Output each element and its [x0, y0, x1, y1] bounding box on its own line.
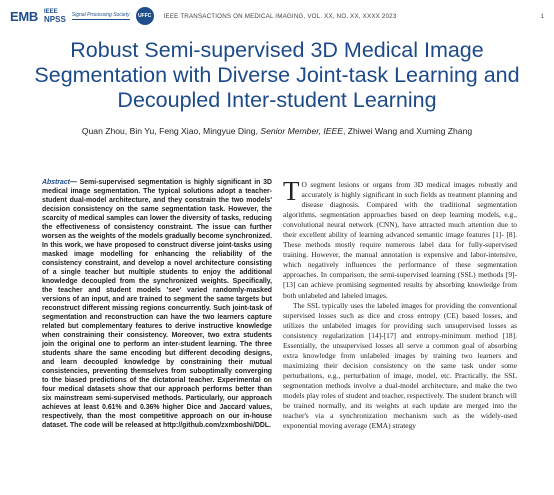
- introduction: [283, 176, 517, 431]
- intro-paragraph-1: [283, 176, 517, 301]
- sps-logo: Signal Processing Society: [71, 12, 130, 18]
- paper-title: Robust Semi-supervised 3D Medical Image Segmentation with Diverse Joint-task Learning and Decoupled Inter-student Learning: [34, 38, 520, 112]
- npss-logo-text: NPSS: [44, 14, 66, 24]
- abstract-label: Abstract: [42, 179, 70, 186]
- authors-role: Senior Member, IEEE: [260, 126, 343, 136]
- abstract: [42, 178, 272, 430]
- journal-name: IEEE TRANSACTIONS ON MEDICAL IMAGING, VOL. XX, NO. XX, XXXX 2023: [163, 12, 397, 20]
- authors-rest: , Zhiwei Wang and Xuming Zhang: [343, 126, 473, 136]
- emb-logo: EMB: [10, 8, 38, 24]
- ieee-logo-text: IEEE: [44, 8, 58, 15]
- page-header: [10, 6, 544, 26]
- intro-text-1: O segment lesions or organs from 3D medical images robustly and accurately is highly significant in such fields as treatment planning and disease diagnosis. Compared with the traditional segmentation algorithms, segmentation approaches based on deep learning models, e.g., convolutional neural network (CNN), have attracted much attention due to their excellent ability of learning advanced semantic image features [1]- [8]. These methods mostly require numerous label data for fully-supervised training. However, the manual annotation is expensive and labor-intensive, which negatively influences the performance of these segmentation approaches. In comparison, the semi-supervised learning (SSL) methods [9]-[13] can achieve promising segmented results by absorbing knowledge from both unlabeled and labeled images.: [283, 180, 517, 300]
- uffc-logo: UFFC: [136, 7, 154, 25]
- abstract-text: — Semi-supervised segmentation is highly significant in 3D medical image segmentation. The typical solutions adopt a teacher-student dual-model architecture, and they constrain the two models' decision consistency on the same segmentation task. However, the scarcity of medical samples can lower the diversity of tasks, reducing the effectiveness of consistency constraint. The issue can further worsen as the weights of the models gradually become synchronized. In this work, we have proposed to construct diverse joint-tasks using masked image modelling for enhancing the reliability of the consistency constraint, and develop a novel architecture consisting of a single teacher but multiple students to enjoy the additional knowledge decoupled from the synchronized weights. Specifically, the teacher and student models 'see' varied randomly-masked versions of an input, and are trained to segment the same targets but reconstruct different missing regions concurrently. Such joint-task of segmentation and reconstruction can have the two learners capture related but complementary features to derive instructive knowledge when constraining their consistency. Moreover, two extra students join the original one to perform an inter-student learning. The three students share the same encoding but different decoding designs, and learn decoupled knowledge by constraining their mutual consistencies, preventing themselves from suboptimally converging to the biased predictions of the dictatorial teacher. Experimental on four medical datasets show that our approach performs better than six mainstream semi-supervised methods. Particularly, our approach achieves at least 0.61% and 0.36% higher Dice and Jaccard values, respectively, than the most competitive approach on our in-house dataset. The code will be released at http://github.com/zxmboshi/DDL.: [42, 179, 272, 429]
- author-list: [20, 126, 534, 136]
- page-number: 1: [540, 12, 544, 20]
- authors-main: Quan Zhou, Bin Yu, Feng Xiao, Mingyue Ding,: [81, 126, 261, 136]
- intro-paragraph-2: The SSL typically uses the labeled images for providing the conventional supervised losses such as dice and cross entropy (CE) based losses, and utilizes the unlabeled images for providing such unsupervised losses as consistency regularization [14]-[17] and entropy-minimum method [18]. Essentially, the unsupervised losses all serve a common goal of absorbing extra knowledge from unlabeled images by training two learners and maximizing their decision consistency on the same task under some perturbations, e.g., perturbation of image, model, etc. Practically, the SSL segmentation methods involve a dual-model architecture, and make the two models play roles of student and teacher, respectively. The student branch will be trained normally, and its weights at each update are merged into the teacher's via a synchronization mechanism such as the widely-used exponential moving average (EMA) strategy: [283, 300, 517, 431]
- drop-cap: T: [283, 176, 300, 206]
- ieee-npss-logo: [44, 9, 66, 24]
